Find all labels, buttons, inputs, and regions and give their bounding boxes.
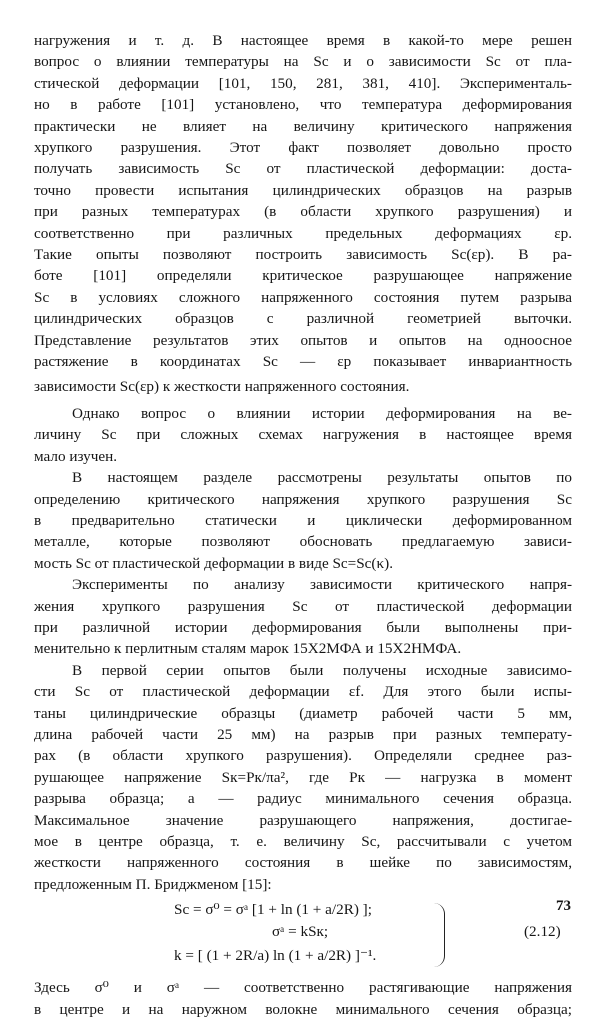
body-text [34, 30, 572, 1020]
text-line: длина рабочей части 25 мм) на разрыв при разных температу- [34, 726, 572, 743]
text-line: В первой серии опытов были получены исходные зависимо- [72, 661, 572, 679]
text-line: мое в центре образца, т. е. величину Sc, рассчитывали с учетом [34, 833, 572, 851]
formula-2-12 [34, 899, 572, 973]
formula-line-1: Sc = σ⁰ = σᵃ [1 + ln (1 + a/2R) ]; [174, 901, 372, 919]
equation-number: (2.12) [524, 923, 561, 941]
text-line: стической деформации [101, 150, 281, 381, 410]. Эксперименталь- [34, 74, 572, 92]
text-line: Эксперименты по анализу зависимости критического напря- [72, 576, 572, 594]
text-line: боте [101] определяли критическое разрушающее напряжение [34, 267, 572, 285]
closing-paragraph [34, 977, 572, 1020]
text-line: Такие опыты позволяют построить зависимость Sc(εp). В ра- [34, 246, 572, 264]
right-brace [434, 903, 445, 967]
text-line: разрыва образца; a — радиус минимального сечения образца. [34, 790, 572, 808]
text-line: предложенным П. Бриджменом [15]: [34, 875, 272, 893]
text-line: цилиндрических образцов с различной геометрией выточки. [34, 310, 572, 328]
text-line: личину Sc при сложных схемах нагружения в настоящее время [34, 426, 572, 444]
text-line: растяжение в координатах Sc — εp показывает инвариантность [34, 353, 572, 371]
text-line: Однако вопрос о влиянии истории деформирования на ве- [72, 404, 572, 422]
text-line: Представление результатов этих опытов и опытов на одноосное [34, 331, 572, 349]
text-line: при разных температурах (в области хрупкого разрушения) и [34, 203, 572, 221]
text-line: менительно к перлитным сталям марок 15Х2МФА и 15Х2НМФА. [34, 640, 462, 658]
text-line: в предварительно статически и циклически деформированном [34, 511, 572, 529]
text-line: нагружения и т. д. В настоящее время в какой-то мере решен [34, 32, 572, 49]
text-line: соответственно при различных предельных деформациях εp. [34, 224, 572, 242]
text-line: определению критического напряжения хрупкого разрушения Sc [34, 490, 572, 508]
formula-line-3: k = [ (1 + 2R/a) ln (1 + a/2R) ]⁻¹. [174, 947, 377, 965]
text-line: в центре и на наружном волокне минимального сечения образца; [34, 1000, 572, 1018]
paragraph-2 [34, 403, 572, 467]
paragraph-1 [34, 30, 572, 397]
text-line: точно провести испытания цилиндрических образцов на разрыв [34, 181, 572, 199]
page-number: 73 [556, 898, 571, 914]
text-line: Максимальное значение разрушающего напряжения, достигае- [34, 811, 572, 829]
text-line: Здесь σ⁰ и σᵃ — соответственно растягивающие напряжения [34, 979, 572, 997]
text-line: вопрос о влиянии температуры на Sc и о зависимости Sc от пла- [34, 53, 572, 71]
text-line: Sc в условиях сложного напряженного состояния путем разрыва [34, 288, 572, 306]
text-line: зависимости Sc(εp) к жесткости напряженного состояния. [34, 377, 410, 395]
text-line: В настоящем разделе рассмотрены результаты опытов по [72, 469, 572, 487]
text-line: жения хрупкого разрушения Sc от пластической деформации [34, 597, 572, 615]
formula-line-2: σᵃ = kSк; [272, 923, 329, 941]
text-line: мость Sc от пластической деформации в виде Sc=Sc(κ). [34, 554, 393, 572]
text-line: но в работе [101] установлено, что температура деформирования [34, 96, 572, 114]
text-line: при различной истории деформирования были выполнены при- [34, 618, 572, 636]
text-line: мало изучен. [34, 447, 118, 465]
text-line: сти Sc от пластической деформации εf. Для этого были испы- [34, 683, 572, 701]
paragraph-5 [34, 660, 572, 895]
text-line: рушающее напряжение Sк=Pк/πa², где Pк — нагрузка в момент [34, 768, 572, 786]
text-line: жесткости напряженного состояния в шейке по зависимостям, [34, 854, 572, 872]
text-line: таны цилиндрические образцы (диаметр рабочей части 5 мм, [34, 704, 572, 722]
paragraph-4 [34, 574, 572, 660]
text-line: практически не влияет на величину критического напряжения [34, 117, 572, 135]
text-line: рах (в области хрупкого разрушения). Определяли среднее раз- [34, 747, 572, 765]
text-line: хрупкого разрушения. Этот факт позволяет довольно просто [34, 139, 572, 157]
text-line: металле, которые позволяют обосновать предлагаемую зависи- [34, 533, 572, 551]
text-line: получать зависимость Sc от пластической деформации: доста- [34, 160, 572, 178]
paragraph-3 [34, 467, 572, 574]
